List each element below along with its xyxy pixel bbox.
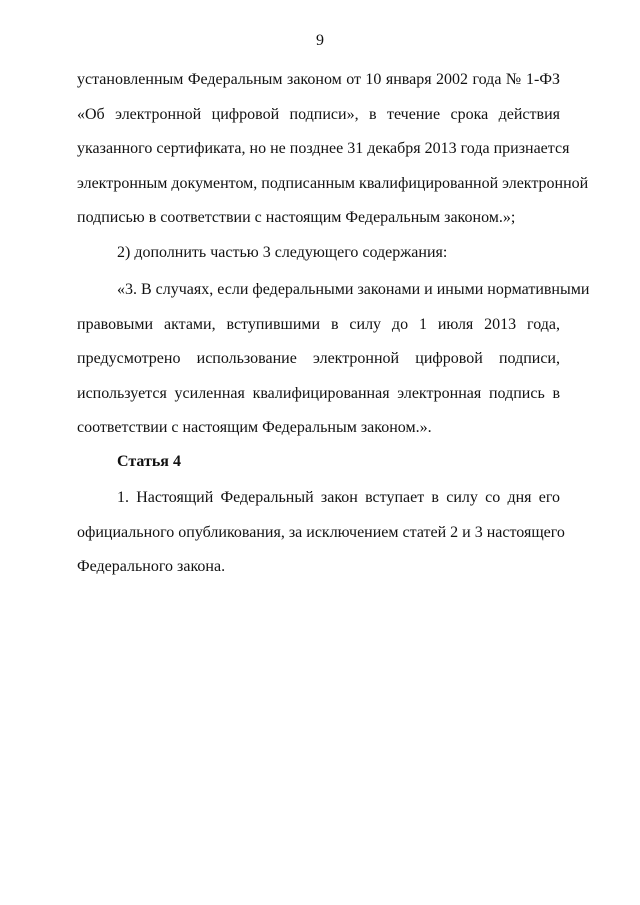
text-line: правовыми актами, вступившими в силу до 1 июля 2013 года, [77, 315, 560, 333]
article-title: Статья 4 [117, 453, 181, 470]
text-line: подписью в соответствии с настоящим Федеральным законом.»; [77, 209, 516, 227]
text-line: указанного сертификата, но не позднее 31 декабря 2013 года признается [77, 140, 570, 158]
text-line: установленным Федеральным законом от 10 января 2002 года № 1-ФЗ [77, 71, 560, 88]
text-line: используется усиленная квалифицированная электронная подпись в [77, 384, 560, 402]
text-line: Федерального закона. [77, 558, 226, 576]
text-line: электронным документом, подписанным квалифицированной электронной [77, 174, 589, 192]
text-line: 2) дополнить частью 3 следующего содержания: [117, 244, 448, 261]
paragraph-continuation [77, 70, 589, 243]
text-line: предусмотрено использование электронной цифровой подписи, [77, 350, 560, 368]
text-line: «3. В случаях, если федеральными законами и иными нормативными [117, 281, 590, 298]
text-line: официального опубликования, за исключением статей 2 и 3 настоящего [77, 523, 565, 541]
paragraph-part-3 [77, 280, 590, 453]
paragraph-item-2 [77, 243, 560, 278]
text-line: «Об электронной цифровой подписи», в течение срока действия [77, 105, 560, 123]
text-line: 1. Настоящий Федеральный закон вступает в силу со дня его [117, 489, 560, 506]
article-heading [77, 452, 560, 487]
text-line: соответствии с настоящим Федеральным законом.». [77, 419, 432, 437]
page-number: 9 [316, 32, 324, 49]
paragraph-article-4 [77, 488, 565, 592]
